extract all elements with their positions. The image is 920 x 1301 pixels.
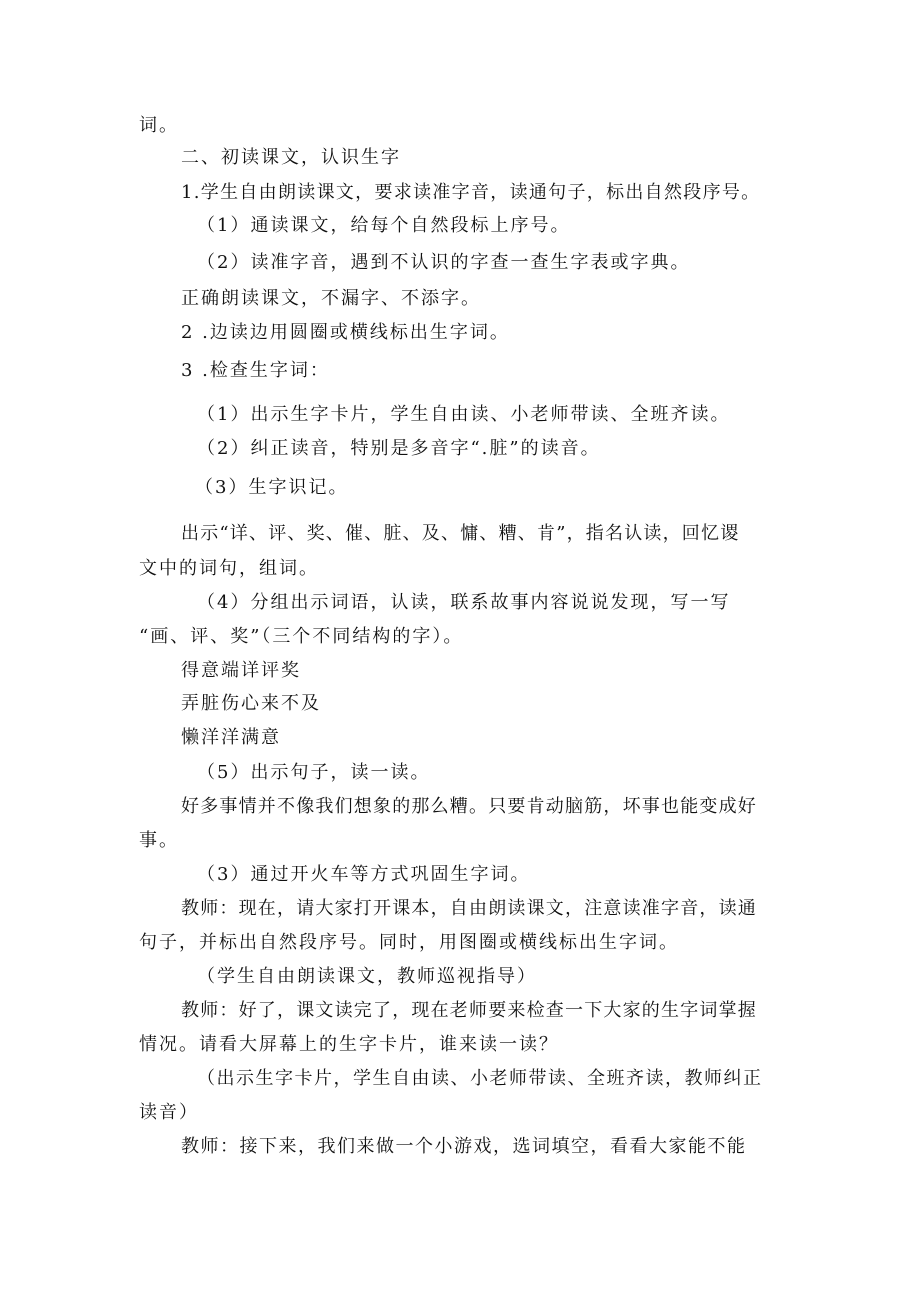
text-line: （2）纠正读音，特别是多音字“.脏”的读音。	[197, 438, 601, 459]
section-heading: 二、初读课文，认识生字	[181, 147, 401, 168]
text-line: （1）出示生字卡片，学生自由读、小老师带读、全班齐读。	[197, 404, 731, 425]
text-line: 词。	[139, 115, 179, 136]
text-line: 出示“详、评、奖、催、脏、及、慵、糟、肯”，指名认读，回忆谡	[181, 523, 740, 544]
text-line: 情况。请看大屏幕上的生字卡片，谁来读一读？	[139, 1034, 559, 1055]
text-line: 读音）	[139, 1102, 199, 1123]
text-line: 2 .边读边用圆圈或横线标出生字词。	[181, 322, 510, 343]
text-line: “画、评、奖”（三个不同结构的字）。	[139, 626, 464, 647]
text-line: 教师：接下来，我们来做一个小游戏，选词填空，看看大家能不能	[181, 1136, 747, 1157]
text-line: 3 .检查生字词：	[181, 360, 330, 381]
text-line: 好多事情并不像我们想象的那么糟。只要肯动脑筋，坏事也能变成好	[181, 796, 757, 817]
text-line: 文中的词句，组词。	[139, 558, 319, 579]
text-line: （3）通过开火车等方式巩固生字词。	[197, 864, 531, 885]
text-line: 句子，并标出自然段序号。同时，用图圈或横线标出生字词。	[139, 932, 679, 953]
text-line: 正确朗读课文，不漏字、不添字。	[181, 288, 481, 309]
text-line: （4）分组出示词语，认读，联系故事内容说说发现，写一写	[197, 592, 731, 613]
text-line: （5）出示句子，读一读。	[197, 762, 431, 783]
text-line: 1.学生自由朗读课文，要求读准字音，读通句子，标出自然段序号。	[181, 182, 761, 203]
text-line: （出示生字卡片，学生自由读、小老师带读、全班齐读，教师纠正	[197, 1068, 763, 1089]
text-line: 懒洋洋满意	[181, 727, 281, 748]
text-line: 得意端详评奖	[181, 660, 301, 681]
text-line: （2）读准字音，遇到不认识的字查一查生字表或字典。	[197, 252, 691, 273]
text-line: 教师：现在，请大家打开课本，自由朗读课文，注意读准字音，读通	[181, 898, 757, 919]
text-line: （1）通读课文，给每个自然段标上序号。	[197, 215, 571, 236]
text-line: （3）生字识记。	[195, 477, 349, 498]
text-line: 事。	[139, 830, 179, 851]
text-line: 弄脏伤心来不及	[181, 693, 321, 714]
text-line: 教师：好了，课文读完了，现在老师要来检查一下大家的生字词掌握	[181, 1000, 757, 1021]
text-line: （学生自由朗读课文，教师巡视指导）	[197, 966, 537, 987]
